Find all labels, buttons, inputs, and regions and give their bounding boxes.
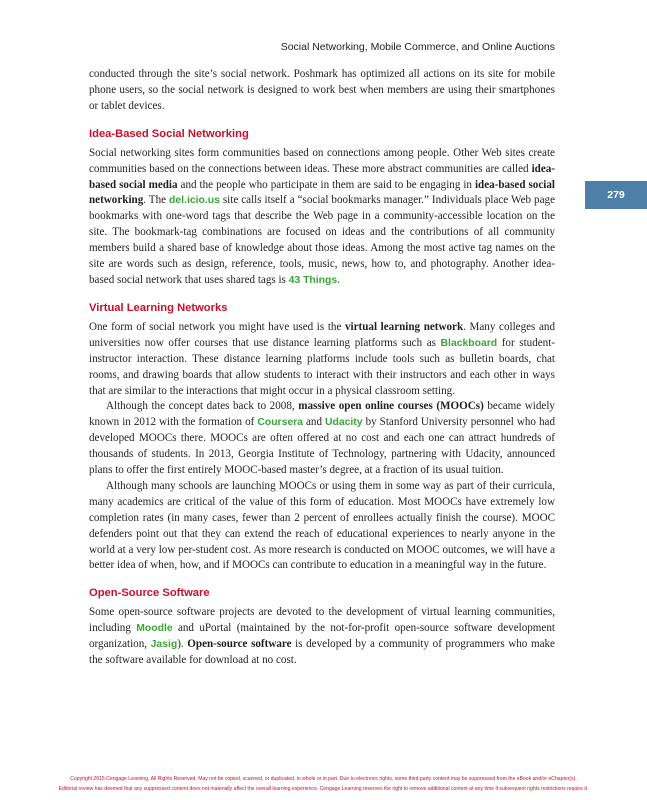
heading-open-source-software: Open-Source Software (89, 587, 210, 600)
intro-paragraph: conducted through the site’s social network. Poshmark has optimized all actions on its site for mobile phone users, so the social network is designed to work best when members are using their smartphones or tablet devices. (89, 68, 555, 112)
page-number-tab: 279 (585, 181, 647, 209)
virtual-learning-paragraph-3: Although many schools are launching MOOCs or using them in some way as part of their curricula, many academics are critical of the value of this form of education. Most MOOCs have extremely low completion rates (in many cases, fewer than 2 percent of enrollees actually finish the course). MOOC defenders point out that they can extend the reach of educational experiences to nearly anyone in the world at a very low per-student cost. As more research is conducted on MOOC outcomes, we will have a better idea of when, how, and if MOOCs can contribute to education in a meaningful way in the future. (89, 479, 555, 572)
link-jasig[interactable]: Jasig (150, 639, 178, 651)
text-span: Some open-source software projects are devoted to the development of virtual learning communities, including (89, 606, 555, 635)
text-span: became widely known in 2012 with the formation of (89, 400, 555, 429)
text-span: is developed by a community of programmers who make the software available for download at no cost. (89, 638, 555, 667)
text-span: ). (177, 638, 188, 651)
link-udacity[interactable]: Udacity (325, 417, 363, 429)
idea-based-paragraph (89, 146, 555, 289)
copyright-notice-line-1: Copyright 2015 Cengage Learning. All Rights Reserved. May not be copied, scanned, or duplicated, in whole or in part. Due to electronic rights, some third party content may be suppressed from the eBook and/or eChapter(s). (70, 776, 577, 782)
text-span: Social networking sites form communities based on connections among people. Other Web sites create communities based on the connections between ideas. These more abstract communities are called (89, 146, 555, 175)
running-head: Social Networking, Mobile Commerce, and Online Auctions (280, 41, 555, 53)
text-span: Although the concept dates back to 2008, (106, 400, 299, 413)
key-term: Open-source software (187, 638, 292, 651)
link-moodle[interactable]: Moodle (136, 623, 173, 635)
text-span: . (337, 273, 340, 286)
link-coursera[interactable]: Coursera (257, 417, 303, 429)
text-span: . The (143, 194, 170, 207)
text-span: and uPortal (maintained by the not-for-profit open-source software development organization, (89, 622, 555, 651)
article-body (89, 67, 555, 669)
link-blackboard[interactable]: Blackboard (440, 337, 498, 349)
heading-virtual-learning-networks: Virtual Learning Networks (89, 301, 228, 314)
key-term: idea-based social networking (89, 178, 555, 207)
text-span: and the people who participate in them are said to be engaging in (177, 178, 475, 191)
open-source-paragraph (89, 605, 555, 669)
virtual-learning-paragraph-1 (89, 320, 555, 400)
text-span: . Many colleges and universities now offer courses that use distance learning platforms such as (89, 320, 555, 349)
link-43-things[interactable]: 43 Things (288, 274, 338, 286)
text-span: for student-instructor interaction. These distance learning platforms include tools such as bulletin boards, chat rooms, and drawing boards that allow students to interact with their instructors and each other in ways that are similar to the interactions that might occur in a physical classroom setting. (89, 336, 555, 397)
text-span: One form of social network you might have used is the (89, 320, 345, 333)
link-delicious[interactable]: del.icio.us (169, 195, 220, 207)
text-span: site calls itself a “social bookmarks manager.” Individuals place Web page bookmarks with one-word tags that describe the Web page in a community-accessible location on the site. The bookmark-tag combinations are focused on ideas and the contributions of all community members build a shared base of knowledge about those ideas. Among the most active tag names on the site are words such as design, reference, tools, music, news, how to, and photography. Another idea-based social network that uses shared tags is (89, 194, 555, 286)
text-span: and (302, 416, 326, 429)
virtual-learning-paragraph-2 (89, 399, 555, 479)
key-term: massive open online courses (MOOCs) (298, 400, 484, 413)
key-term: idea-based social media (89, 162, 555, 191)
text-span: by Stanford University personnel who had developed MOOCs there. MOOCs are often offered at no cost and each one can attract hundreds of thousands of students. In 2013, Georgia Institute of Technology, partnering with Udacity, announced plans to offer the first entirely MOOC-based master’s degree, at a fraction of its usual tuition. (89, 416, 555, 477)
key-term: virtual learning network (344, 320, 464, 333)
copyright-notice-line-2: Editorial review has deemed that any suppressed content does not materially affect the overall learning experience. Cengage Learning reserves the right to remove additional content at any time if subsequent rights restrictions require it. (58, 786, 589, 792)
heading-idea-based-social-networking: Idea-Based Social Networking (89, 127, 249, 140)
